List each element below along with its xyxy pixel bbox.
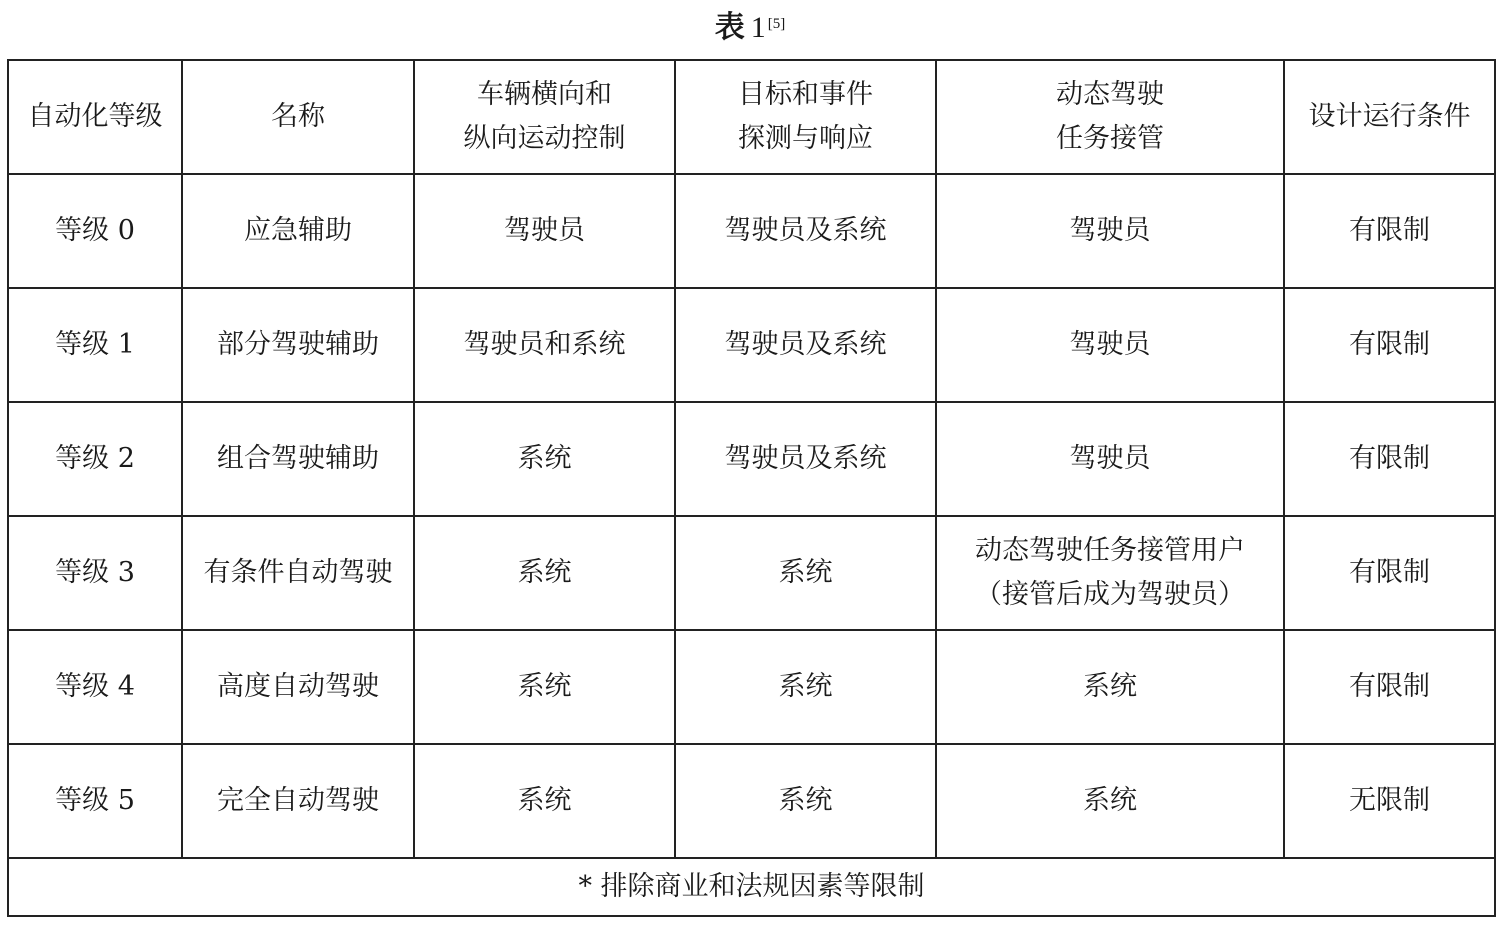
cell-odd: 有限制	[1284, 630, 1495, 744]
cell-takeover: 动态驾驶任务接管用户 （接管后成为驾驶员）	[936, 516, 1284, 630]
cell-takeover: 系统	[936, 744, 1284, 858]
cell-motion-control: 系统	[414, 744, 675, 858]
cell-motion-control: 系统	[414, 630, 675, 744]
caption-number: 1	[750, 11, 766, 44]
cell-odd: 有限制	[1284, 402, 1495, 516]
cell-name: 完全自动驾驶	[182, 744, 414, 858]
cell-detection-response: 驾驶员及系统	[675, 402, 936, 516]
cell-takeover: 驾驶员	[936, 288, 1284, 402]
cell-detection-response: 驾驶员及系统	[675, 174, 936, 288]
cell-name: 部分驾驶辅助	[182, 288, 414, 402]
table-row	[8, 402, 1495, 516]
header-level: 自动化等级	[8, 60, 182, 174]
caption-label: 表	[714, 10, 745, 45]
table-caption	[0, 4, 1500, 54]
cell-takeover: 系统	[936, 630, 1284, 744]
table-row	[8, 174, 1495, 288]
cell-level: 等级 2	[8, 402, 182, 516]
table-row	[8, 744, 1495, 858]
table-row	[8, 630, 1495, 744]
cell-level: 等级 5	[8, 744, 182, 858]
cell-level: 等级 1	[8, 288, 182, 402]
footnote-row	[8, 858, 1495, 916]
cell-takeover: 驾驶员	[936, 174, 1284, 288]
cell-level: 等级 0	[8, 174, 182, 288]
cell-detection-response: 驾驶员及系统	[675, 288, 936, 402]
cell-name: 高度自动驾驶	[182, 630, 414, 744]
header-motion-control: 车辆横向和 纵向运动控制	[414, 60, 675, 174]
automation-levels-table	[7, 59, 1496, 917]
cell-level: 等级 3	[8, 516, 182, 630]
cell-odd: 有限制	[1284, 174, 1495, 288]
cell-name: 应急辅助	[182, 174, 414, 288]
table-row	[8, 516, 1495, 630]
header-detection-response: 目标和事件 探测与响应	[675, 60, 936, 174]
cell-odd: 有限制	[1284, 516, 1495, 630]
cell-detection-response: 系统	[675, 630, 936, 744]
cell-level: 等级 4	[8, 630, 182, 744]
header-odd: 设计运行条件	[1284, 60, 1495, 174]
cell-name: 有条件自动驾驶	[182, 516, 414, 630]
cell-motion-control: 驾驶员和系统	[414, 288, 675, 402]
cell-motion-control: 系统	[414, 402, 675, 516]
cell-name: 组合驾驶辅助	[182, 402, 414, 516]
cell-odd: 无限制	[1284, 744, 1495, 858]
cell-motion-control: 系统	[414, 516, 675, 630]
cell-detection-response: 系统	[675, 516, 936, 630]
cell-motion-control: 驾驶员	[414, 174, 675, 288]
cell-odd: 有限制	[1284, 288, 1495, 402]
cell-detection-response: 系统	[675, 744, 936, 858]
table-row	[8, 288, 1495, 402]
header-row	[8, 60, 1495, 174]
table-footnote: * 排除商业和法规因素等限制	[8, 858, 1495, 916]
cell-takeover: 驾驶员	[936, 402, 1284, 516]
header-name: 名称	[182, 60, 414, 174]
header-takeover: 动态驾驶 任务接管	[936, 60, 1284, 174]
caption-reference: [5]	[767, 16, 786, 32]
